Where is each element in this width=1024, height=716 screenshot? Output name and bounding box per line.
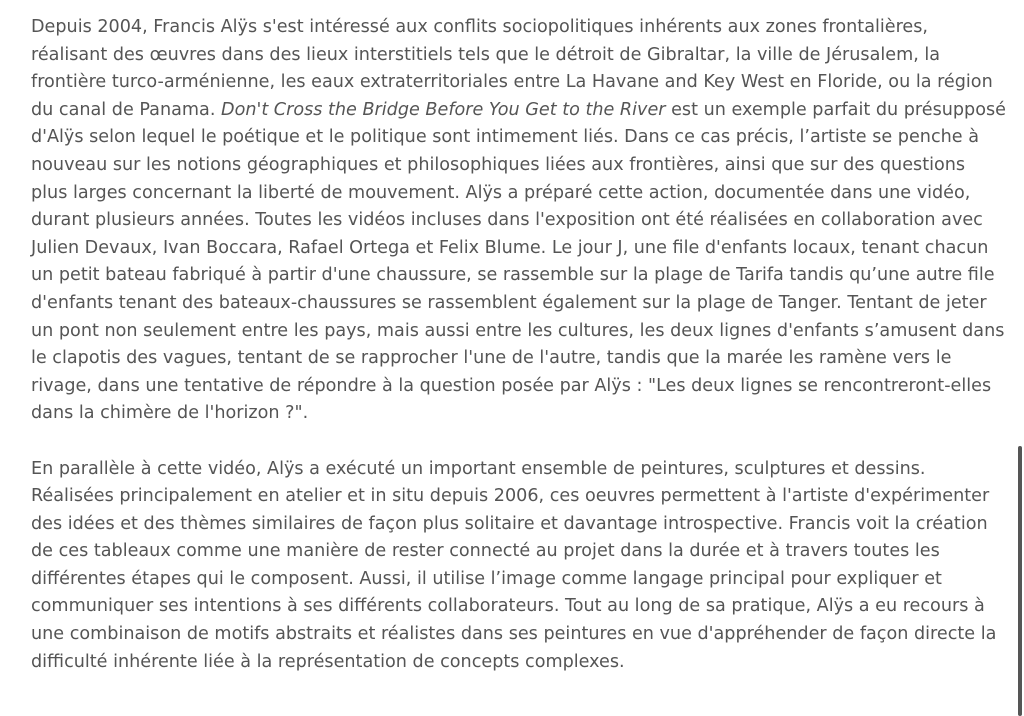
article-body bbox=[31, 14, 1006, 676]
scrollbar-thumb[interactable] bbox=[1018, 446, 1022, 716]
artwork-title: Don't Cross the Bridge Before You Get to the River bbox=[221, 99, 666, 120]
paragraph-1-text-after: est un exemple parfait du présupposé d'Alÿs selon lequel le poétique et le politique sont intimement liés. Dans ce cas précis, l’artiste se penche à nouveau sur les notions géographiques et philosophiques liées aux frontières, ainsi que sur des questions plus larges concernant la liberté de mouvement. Alÿs a préparé cette action, documentée dans une vidéo, durant plusieurs années. Toutes les vidéos incluses dans l'exposition ont été réalisées en collaboration avec Julien Devaux, Ivan Boccara, Rafael Ortega et Felix Blume. Le jour J, une file d'enfants locaux, tenant chacun un petit bateau fabriqué à partir d'une chaussure, se rassemble sur la plage de Tarifa tandis qu’une autre file d'enfants tenant des bateaux-chaussures se rassemblent également sur la plage de Tanger. Tentant de jeter un pont non seulement entre les pays, mais aussi entre les cultures, les deux lignes d'enfants s’amusent dans le clapotis des vagues, tentant de se rapprocher l'une de l'autre, tandis que la marée les ramène vers le rivage, dans une tentative de répondre à la question posée par Alÿs : "Les deux lignes se rencontreront-elles dans la chimère de l'horizon ?". bbox=[31, 99, 1006, 424]
paragraph-1-text-before: Depuis 2004, Francis Alÿs s'est intéressé aux conflits sociopolitiques inhérents aux zones frontalières, réalisant des œuvres dans des lieux interstitiels tels que le détroit de Gibraltar, la ville de Jérusalem, la frontière turco-arménienne, les eaux extraterritoriales entre La Havane and Key West en Floride, ou la région du canal de Panama. bbox=[31, 17, 993, 120]
scrollbar[interactable] bbox=[1016, 0, 1024, 716]
paragraph-2: En parallèle à cette vidéo, Alÿs a exécuté un important ensemble de peintures, sculptures et dessins. Réalisées principalement en atelier et in situ depuis 2006, ces oeuvres permettent à l'artiste d'expérimenter des idées et des thèmes similaires de façon plus solitaire et davantage introspective. Francis voit la création de ces tableaux comme une manière de rester connecté au projet dans la durée et à travers toutes les différentes étapes qui le composent. Aussi, il utilise l’image comme langage principal pour expliquer et communiquer ses intentions à ses différents collaborateurs. Tout au long de sa pratique, Alÿs a eu recours à une combinaison de motifs abstraits et réalistes dans ses peintures en vue d'appréhender de façon directe la difficulté inhérente liée à la représentation de concepts complexes. bbox=[31, 458, 997, 672]
paragraph-1 bbox=[31, 14, 1006, 428]
